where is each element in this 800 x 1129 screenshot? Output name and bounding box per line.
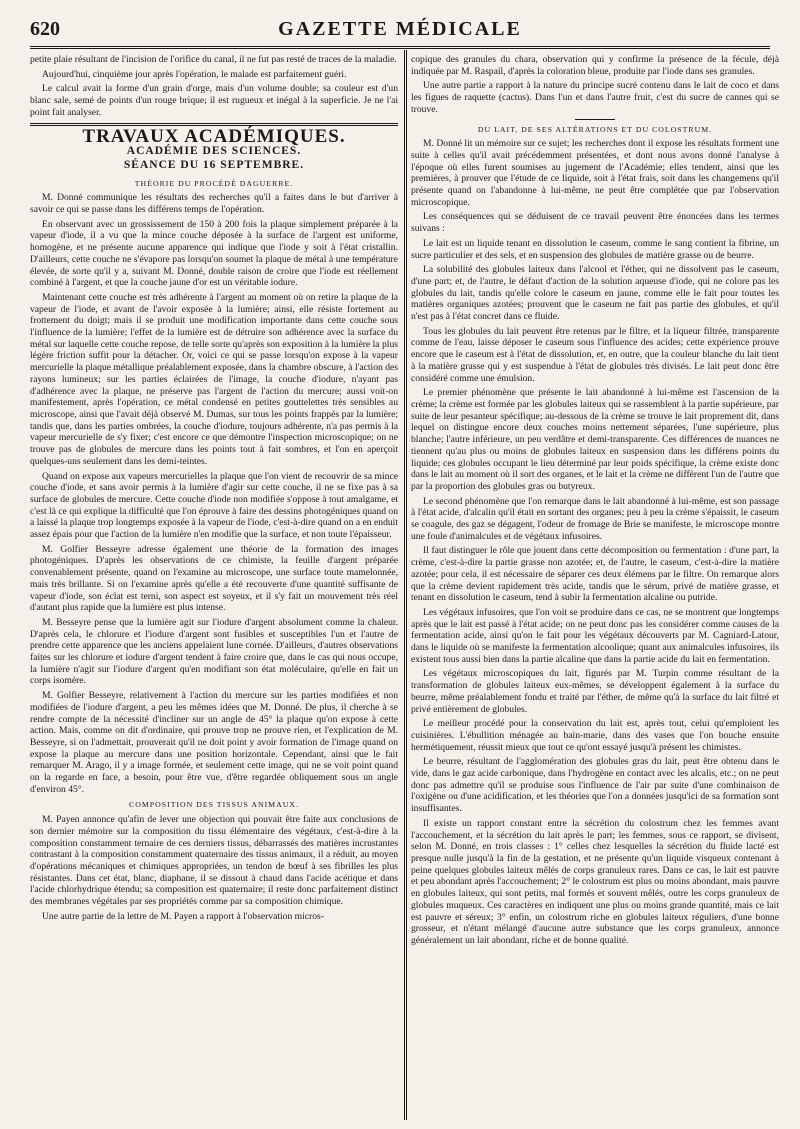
paragraph: Les végétaux microscopiques du lait, figurés par M. Turpin comme résultant de la transformation de globules laiteux eux-mêmes, se développent également à la surface du beurre, même préalablement fondu et traité par l'éther, de même qu'à la surface du lait filtré et privé entièrement de globules. [411, 668, 779, 715]
session-title: SÉANCE DU 16 SEPTEMBRE. [123, 158, 305, 171]
page-number: 620 [30, 18, 60, 40]
article-heading: COMPOSITION DES TISSUS ANIMAUX. [129, 800, 299, 810]
paragraph: M. Golfier Besseyre, relativement à l'action du mercure sur les parties modifiées et non modifiées de l'iodure d'argent, a peu les mêmes idées que M. Donné. De plus, il cherche à se rendre compte de la nécessité d'incliner sur un angle de 45° la plaque qu'on expose à cette action. Mais, comme on dit d'ordinaire, qui prouve trop ne prouve rien, et l'explication de M. Besseyre, si on l'admettait, prouverait qu'il ne doit point y avoir formation de l'image quand on expose la plaque au mercure dans une position horizontale. Cependant, ainsi que le fait remarquer M. Arago, il y a image formée, et seulement cette image, qui ne se voit point quand on la regarde en face, a besoin, pour être vue, d'être regardée obliquement sous un angle d'environ 45°. [30, 690, 398, 795]
article-heading: DU LAIT, DE SES ALTÉRATIONS ET DU COLOSTRUM. [477, 124, 713, 134]
paragraph: Une autre partie a rapport à la nature du principe sucré contenu dans le lait de coco et dans les figues de raquette (cactus). Dans l'un et dans l'autre fruit, c'est du sucre de cannes qui se trouve. [411, 80, 779, 115]
paragraph: M. Besseyre pense que la lumière agit sur l'iodure d'argent absolument comme la chaleur. D'après cela, le chlorure et l'iodure d'argent sont fusibles et susceptibles l'un et l'autre de prendre cette apparence que les anciens appelaient lune cornée. D'ailleurs, d'autres observations faites sur les chlorure et iodure d'argent tendent à faire croire que, dans le cas qui nous occupe, la lumière n'agit sur l'iodure d'argent qu'en modifiant son état moléculaire, qu'elle en fait un corps isomère. [30, 616, 398, 687]
paragraph: M. Golfier Besseyre adresse également une théorie de la formation des images photogéniques. D'après les observations de ce chimiste, la feuille d'argent préparée convenablement présente, quand on l'examine au microscope, une surface toute mamelonnée, mais très brillante. Si on l'examine après qu'elle a été recouverte d'une quantité suffisante de vapeur d'iode, son éclat est terni, son aspect est soyeux, et il s'y fait un mouvement très réel d'autant plus rapide que la lumière est plus intense. [30, 543, 398, 614]
paragraph: Il faut distinguer le rôle que jouent dans cette décomposition ou fermentation : d'une part, la crème, c'est-à-dire la partie grasse non azotée; et, de l'autre, le caseum, c'est-à-dire la matière azotée; pour cela, il est nécessaire de séparer ces deux élémens par le filtre. On remarque alors que la crème devient rapidement très acide, tandis que le sérum, privé de matière grasse, et tenant en dissolution le caseum, tend à subir la fermentation alcaline ou putride. [411, 545, 779, 604]
paragraph: Les conséquences qui se déduisent de ce travail peuvent être énoncées dans les termes suivans : [411, 211, 779, 235]
paragraph: La solubilité des globules laiteux dans l'alcool et l'éther, qui ne dissolvent pas le caseum, d'une part; et, de l'autre, le défaut d'action de la solution aqueuse d'iode, qui ne colore pas les globules du lait, tandis qu'elle colore le caseum en jaune, comme elle le fait pour toutes les matières organiques azotées; prouvent que le caseum ne fait pas partie des globules, et qu'il n'est pas à l'état concret dans ce fluide. [411, 264, 779, 323]
paragraph: Le premier phénomène que présente le lait abandonné à lui-même est l'ascension de la crème; la crème est formée par les globules laiteux qui se rassemblent à la partie supérieure, par suite de leur pesanteur spécifique; au-dessous de la crème se trouve le lait proprement dit, dans lequel on distingue encore deux couches moins nettement séparées, l'une supérieure, plus blanche; l'autre inférieure, un peu verdâtre et demi-transparente. Ces différences de nuances ne tiennent qu'au plus ou moins de globules laiteux en suspension dans les différens points du liquide; ces globules occupant le lieu déterminé par leur poids spécifique, la crème existe donc dans le lait au moment où il sort des organes, et le lait et la crème ne diffèrent l'un de l'autre que par la proportion des globules gras ou butyreux. [411, 387, 779, 492]
masthead [30, 18, 770, 42]
paragraph: Le meilleur procédé pour la conservation du lait est, après tout, celui qu'emploient les cuisinières. L'ébullition ménagée au bain-marie, dans des vases que l'on bouche ensuite hermétiquement, réussit mieux que tout ce qu'ont essayé jusqu'à présent les chimistes. [411, 718, 779, 753]
paragraph: M. Donné lit un mémoire sur ce sujet; les recherches dont il expose les résultats forment une suite à celles qu'il avait précédemment présentées, et dont nous avons donné l'analyse à l'époque où elles furent soumises au jugement de l'Académie; elles tendent, ainsi que les premières, à prouver que l'étude de ce liquide, soit à l'état frais, soit dans les changemens qu'il présente quand on l'abandonne à lui-même, ne peut être complétée que par l'observation microscopique. [411, 138, 779, 208]
paragraph: Une autre partie de la lettre de M. Payen a rapport à l'observation micros- [42, 910, 324, 922]
paragraph: Quand on expose aux vapeurs mercurielles la plaque que l'on vient de recouvrir de sa mince couche d'iode, et sans avoir permis à la lumière d'agir sur cette couche, il ne se fixe pas à sa surface de globules de mercure. Cette couche d'iode non modifiée s'oppose à tout amalgame, et c'est là ce qui explique la difficulté que l'on éprouve à faire des dessins photogéniques quand on a laissé la plaque trop longtemps exposée à la vapeur de l'iode, c'est-à-dire quand on a en enduit assez épais pour que l'action de la lumière n'en modifie que la surface, et non toute l'épaisseur. [30, 470, 398, 541]
section-title: TRAVAUX ACADÉMIQUES. [82, 125, 346, 147]
paragraph: Tous les globules du lait peuvent être retenus par le filtre, et la liqueur filtrée, transparente comme de l'eau, laisse déposer le caseum sous l'influence des acides; cette expérience prouve encore que le caseum est à l'état de dissolution, et, en outre, que la couleur blanche du lait tient à la matière grasse qui y est suspendue à l'état de globules très divisés. Le lait peut donc être considéré comme une émulsion. [411, 325, 779, 384]
academy-title: ACADÉMIE DES SCIENCES. [126, 145, 302, 158]
paragraph: Aujourd'hui, cinquième jour après l'opération, le malade est parfaitement guéri. [42, 68, 347, 80]
paragraph: Le beurre, résultant de l'agglomération des globules gras du lait, peut être obtenu dans le vide, dans le gaz acide carbonique, dans l'hydrogène en contact avec les alcalis, etc.; on ne peut donc pas admettre qu'il se produise sous l'influence de l'air par suite d'une combinaison de l'oxigène ou d'une acidification, et les théories que l'on a données jusqu'ici de sa formation sont insuffisantes. [411, 756, 779, 815]
paragraph: En observant avec un grossissement de 150 à 200 fois la plaque simplement préparée à la vapeur d'iode, il a vu que la mince couche déposée à la surface de l'argent est uniforme, homogène, et ne présente aucune apparence qui indique que l'iode y soit à l'état cristallin. D'ailleurs, cette couche ne s'évapore pas lorsqu'on soumet la plaque de métal à une température élevée, de sorte qu'il y a, suivant M. Donné, double raison de croire que l'iode est réellement combiné à l'argent, et que la couche jaune d'or est un véritable iodure. [30, 218, 398, 289]
paragraph: petite plaie résultant de l'incision de l'orifice du canal, il ne fut pas resté de traces de la maladie. [30, 54, 397, 65]
right-column [411, 54, 779, 950]
paragraph: copique des granules du chara, observation qui y confirme la présence de la fécule, déjà indiquée par M. Raspail, d'après la coloration bleue, produite par l'iode dans ses granules. [411, 54, 779, 77]
paragraph: Il existe un rapport constant entre la sécrétion du colostrum chez les femmes avant l'accouchement, et la sécrétion du lait après le part; les femmes, sous ce rapport, se divisent, selon M. Donné, en trois classes : 1° celles chez lesquelles la sécrétion du fluide lacté est presque nulle jusqu'à la fin de la gestation, et ne présente qu'un liquide visqueux contenant à peine quelques globules laiteux mêlés de corps granuleux rares. Dans ce cas, le lait est pauvre et peu abondant après l'accouchement; 2° le colostrum est plus ou moins abondant, mais pauvre en globules laiteux, qui sont petits, mal formés et souvent mêlés, outre les corps granuleux de globules muqueux. Ces caractères en indiquent une plus ou moins grande quantité, mais ce lait est pauvre et séreux; 3° enfin, un colostrum riche en globules laiteux réguliers, d'une bonne grosseur, et n'étant mélangé d'aucune autre substance que les corps granuleux, annonce généralement un lait abondant, riche et de bonne qualité. [411, 817, 779, 946]
masthead-rule [30, 46, 770, 49]
column-separator [404, 50, 407, 1120]
paragraph: Le second phénomène que l'on remarque dans le lait abandonné à lui-même, est son passage à l'état acide, d'alcalin qu'il était en sortant des organes; peu à peu la crème s'épaissit, le caseum se coagule, des gaz se dégagent, l'odeur de fromage de Brie se manifeste, le microscope montre une foule d'animalcules et de végétaux infusoires. [411, 495, 779, 542]
paragraph: Le lait est un liquide tenant en dissolution le caseum, comme le sang contient la fibrine, un sucre particulier et des sels, et en suspension des globules de matière grasse ou de beurre. [411, 237, 779, 261]
left-column [30, 54, 398, 926]
paragraph: Le calcul avait la forme d'un grain d'orge, mais d'un volume double; sa couleur est d'un blanc sale, semé de points d'un rouge brique; il est rugueux et inégal à la superficie. Je ne l'ai point fait analyser. [30, 83, 398, 118]
paragraph: Les végétaux infusoires, que l'on voit se produire dans ce cas, ne se montrent que longtemps après que le lait est passé à l'état acide; on ne peut donc pas les considérer comme causes de la fermentation acide, ainsi qu'on le fait pour les végétaux découverts par M. Cagniard-Latour, dans le liquide où se manifeste la fermentation alcoolique; quant aux animalcules infusoires, ils existent tous aussi bien dans la partie alcaline que dans la partie acide du lait en fermentation. [411, 606, 779, 665]
article-heading: THÉORIE DU PROCÉDÉ DAGUERRE. [134, 178, 294, 188]
journal-title: GAZETTE MÉDICALE [278, 18, 522, 40]
divider [575, 119, 615, 120]
paragraph: M. Payen annonce qu'afin de lever une objection qui pouvait être faite aux conclusions de son dernier mémoire sur la composition du tissu élémentaire des végétaux, c'est-à-dire à la composition constamment ternaire de ces derniers tissus, débarrassés des matières incrustantes contrastant à la composition constamment quaternaire des tissus animaux, il a réduit, au moyen d'opérations mécaniques et chimiques appropriées, un tendon de bœuf à ses fibrilles les plus résistantes. Dans cet état, blanc, diaphane, il se dissout à chaud dans l'acide acétique et dans l'acide chlorhydrique étendu; sa composition est quaternaire; il reste donc parfaitement distinct des membranes végétales par ses propriétés comme par sa composition chimique. [30, 814, 398, 908]
paragraph: M. Donné communique les résultats des recherches qu'il a faites dans le but d'arriver à savoir ce qui se passe dans les différens temps de l'opération. [30, 192, 398, 216]
paragraph: Maintenant cette couche est très adhérente à l'argent au moment où on retire la plaque de la vapeur de l'iode, et avant de l'avoir exposée à la lumière; ainsi, elle résiste fortement au frottement du doigt; mais il se produit une modification importante dans cette couche sous l'influence de la lumière; l'effet de la lumière est de détruire son adhérence avec la surface du métal sur laquelle cette couche repose, de telle sorte qu'après son exposition à la lumière la plus légère friction suffit pour la détacher. Or, voici ce qui se passe lorsqu'on expose à la vapeur mercurielle la plaque métallique préalablement exposée, dans la chambre obscure, à l'action des rayons lumineux; sur les parties éclairées de l'image, la couche d'iodure, n'ayant pas d'adhérence avec la plaque, ne préserve pas l'argent de l'action du mercure; aussi voit-on manifestement, après l'opération, ce métal condensé en petites gouttelettes très sensibles au microscope, ainsi que l'avait déjà observé M. Dumas, sur tous les points frappés par la lumière; tandis que, dans les parties ombrées, la couche d'iodure, toujours adhérente, n'a pas permis à la vapeur mercurielle de s'y fixer; c'est encore ce que démontre l'inspection microscopique; on ne trouve pas de globules de mercure dans les points tout à fait sombres, et l'on en aperçoit quelques-uns seulement dans les demi-teintes. [30, 291, 398, 467]
